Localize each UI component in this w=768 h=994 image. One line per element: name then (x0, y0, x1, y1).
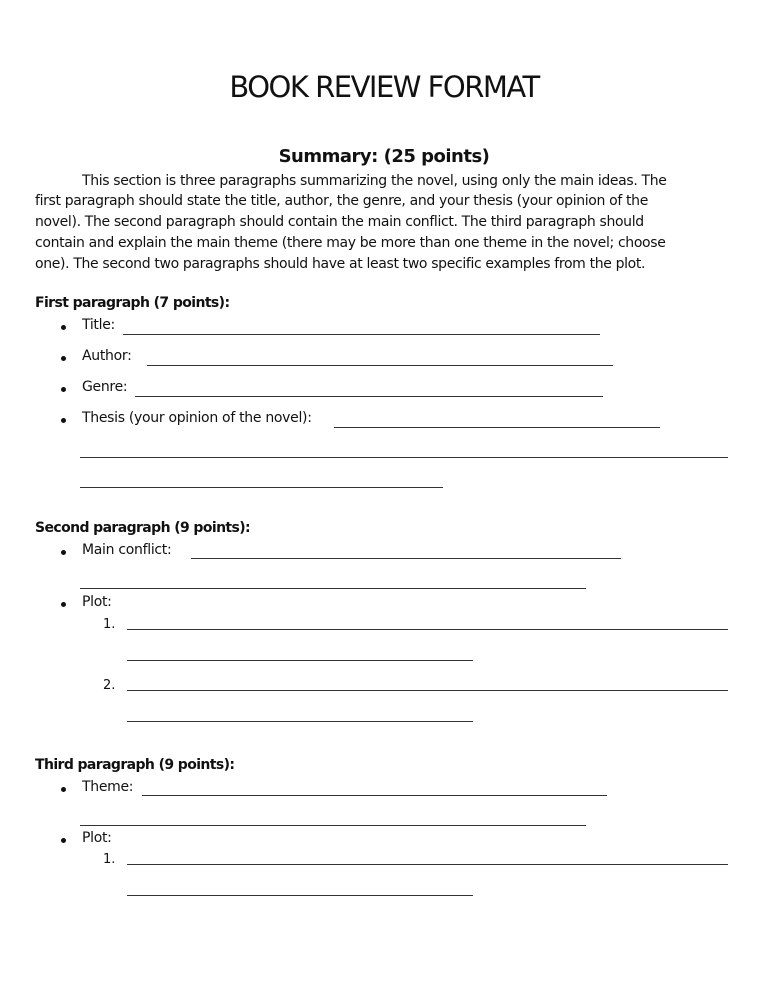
intro-line: This section is three paragraphs summarizing the novel, using only the main ideas. The (82, 173, 667, 189)
plot-1-input-line-2[interactable] (127, 895, 473, 896)
plot-item-number: 2. (103, 678, 116, 693)
main-conflict-input-line-2[interactable] (80, 588, 586, 589)
main-conflict-input-line[interactable] (191, 558, 621, 559)
thesis-input-line-3[interactable] (80, 487, 443, 488)
plot-1-input-line[interactable] (127, 629, 728, 630)
intro-line: contain and explain the main theme (there may be more than one theme in the novel; choose (35, 235, 666, 251)
document-title: BOOK REVIEW FORMAT (229, 70, 539, 104)
field-label-thesis: Thesis (your opinion of the novel): (82, 410, 312, 426)
title-input-line[interactable] (123, 334, 600, 335)
plot-2-input-line[interactable] (127, 690, 728, 691)
plot-2-input-line-2[interactable] (127, 721, 473, 722)
field-label-author: Author: (82, 348, 132, 364)
genre-input-line[interactable] (135, 396, 603, 397)
field-label-main-conflict: Main conflict: (82, 542, 172, 558)
bullet-icon (61, 602, 66, 607)
bullet-icon (61, 325, 66, 330)
bullet-icon (61, 550, 66, 555)
bullet-icon (61, 387, 66, 392)
bullet-icon (61, 356, 66, 361)
bullet-icon (61, 838, 66, 843)
bullet-icon (61, 418, 66, 423)
intro-line: first paragraph should state the title, author, the genre, and your thesis (your opinion of the (35, 193, 648, 209)
bullet-icon (61, 787, 66, 792)
thesis-input-line[interactable] (334, 427, 660, 428)
field-label-plot: Plot: (82, 594, 112, 610)
plot-1-input-line[interactable] (127, 864, 728, 865)
field-label-genre: Genre: (82, 379, 128, 395)
plot-item-number: 1. (103, 617, 116, 632)
section-heading: Third paragraph (9 points): (35, 757, 235, 773)
field-label-plot: Plot: (82, 830, 112, 846)
intro-line: one). The second two paragraphs should have at least two specific examples from the plot. (35, 256, 646, 272)
summary-heading: Summary: (25 points) (278, 146, 490, 167)
plot-item-number: 1. (103, 852, 116, 867)
intro-line: novel). The second paragraph should contain the main conflict. The third paragraph should (35, 214, 644, 230)
thesis-input-line-2[interactable] (80, 457, 728, 458)
plot-1-input-line-2[interactable] (127, 660, 473, 661)
section-heading: First paragraph (7 points): (35, 295, 230, 311)
field-label-theme: Theme: (82, 779, 134, 795)
field-label-title: Title: (82, 317, 115, 333)
theme-input-line[interactable] (142, 795, 607, 796)
theme-input-line-2[interactable] (80, 825, 586, 826)
author-input-line[interactable] (147, 365, 613, 366)
section-heading: Second paragraph (9 points): (35, 520, 251, 536)
